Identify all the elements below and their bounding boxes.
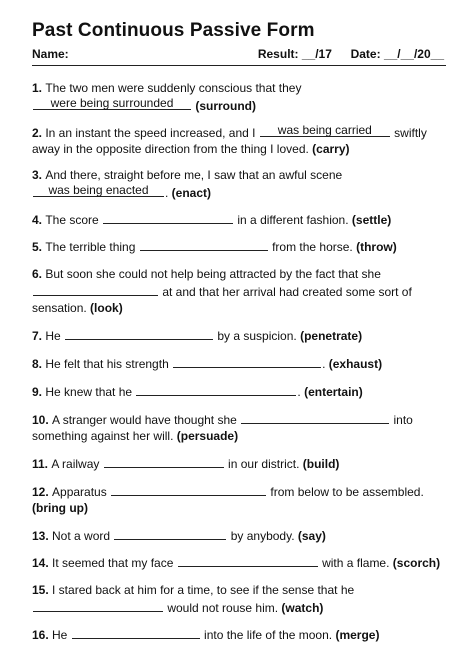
question-line xyxy=(32,625,379,643)
verb-hint: (build) xyxy=(302,457,340,471)
question-text: by anybody. xyxy=(227,529,298,543)
question-text: A stranger would have thought she xyxy=(52,413,241,427)
question-number: 9. xyxy=(32,385,46,399)
filled-answer: was being enacted xyxy=(48,183,149,197)
question-text: at and that her arrival had created some sort of xyxy=(159,285,412,299)
question-text: away in the opposite direction from the thing I loved. xyxy=(32,142,313,156)
question-1 xyxy=(32,80,301,114)
question-line xyxy=(32,454,339,472)
verb-hint: (throw) xyxy=(356,240,397,254)
question-line xyxy=(32,123,427,141)
question-number: 12. xyxy=(32,485,53,499)
question-number: 13. xyxy=(32,529,53,543)
answer-blank[interactable] xyxy=(72,625,200,639)
question-line xyxy=(32,553,440,571)
verb-hint: (surround) xyxy=(195,99,256,113)
date-label: Date: xyxy=(350,47,381,61)
question-12 xyxy=(32,482,424,516)
question-text: The terrible thing xyxy=(45,240,139,254)
question-text: The two men were suddenly conscious that they xyxy=(45,81,302,95)
question-line xyxy=(32,500,424,516)
verb-hint: (penetrate) xyxy=(300,329,363,343)
question-3 xyxy=(32,167,342,201)
answer-blank[interactable] xyxy=(33,96,191,110)
question-line xyxy=(32,382,363,400)
answer-blank[interactable] xyxy=(33,598,163,612)
result-value: __/17 xyxy=(301,47,332,61)
question-4 xyxy=(32,210,391,228)
question-line xyxy=(32,282,412,300)
answer-blank[interactable] xyxy=(136,382,296,396)
date-value: __/__/20__ xyxy=(383,47,444,61)
question-line xyxy=(32,237,397,255)
question-text: from below to be assembled. xyxy=(267,485,424,499)
question-line xyxy=(32,598,354,616)
question-6 xyxy=(32,266,412,316)
question-line xyxy=(32,410,413,428)
verb-hint: (merge) xyxy=(335,628,380,642)
question-line xyxy=(32,167,342,183)
question-13 xyxy=(32,526,326,544)
question-number: 3. xyxy=(32,168,46,182)
worksheet-title: Past Continuous Passive Form xyxy=(32,20,315,41)
name-label: Name: xyxy=(32,47,69,61)
question-text: would not rouse him. xyxy=(164,601,282,615)
question-line xyxy=(32,210,391,228)
question-number: 1. xyxy=(32,81,46,95)
question-16 xyxy=(32,625,379,643)
question-7 xyxy=(32,326,362,344)
question-line xyxy=(32,428,413,444)
question-number: 11. xyxy=(32,457,52,471)
question-text: He knew that he xyxy=(45,385,136,399)
question-10 xyxy=(32,410,413,444)
question-text: into xyxy=(390,413,413,427)
question-text: into the life of the moon. xyxy=(200,628,336,642)
question-number: 5. xyxy=(32,240,46,254)
question-line xyxy=(32,96,301,114)
question-number: 2. xyxy=(32,126,46,140)
question-text: He xyxy=(45,329,65,343)
question-line xyxy=(32,326,362,344)
question-text: from the horse. xyxy=(268,240,357,254)
verb-hint: (watch) xyxy=(281,601,324,615)
question-11 xyxy=(32,454,339,472)
question-text: sensation. xyxy=(32,301,91,315)
question-line xyxy=(32,482,424,500)
question-text: . xyxy=(165,186,172,200)
question-number: 16. xyxy=(32,628,53,642)
question-number: 8. xyxy=(32,357,46,371)
question-text: Not a word xyxy=(52,529,114,543)
question-15 xyxy=(32,582,354,616)
verb-hint: (exhaust) xyxy=(328,357,383,371)
question-text: And there, straight before me, I saw that an awful scene xyxy=(45,168,343,182)
question-text: A railway xyxy=(51,457,103,471)
question-text: something against her will. xyxy=(32,429,177,443)
question-text: . xyxy=(322,357,329,371)
question-text: The score xyxy=(45,213,103,227)
question-text: But soon she could not help being attracted by the fact that she xyxy=(45,267,381,281)
answer-blank[interactable] xyxy=(241,410,389,424)
question-9 xyxy=(32,382,363,400)
question-14 xyxy=(32,553,440,571)
result-date-group xyxy=(258,47,444,61)
question-number: 7. xyxy=(32,329,46,343)
filled-answer: were being surrounded xyxy=(50,96,174,110)
verb-hint: (bring up) xyxy=(32,501,88,515)
question-text: I stared back at him for a time, to see if the sense that he xyxy=(52,583,355,597)
question-line xyxy=(32,80,301,96)
answer-blank[interactable] xyxy=(65,326,213,340)
verb-hint: (carry) xyxy=(312,142,350,156)
question-text: in a different fashion. xyxy=(234,213,352,227)
question-line xyxy=(32,183,342,201)
question-number: 10. xyxy=(32,413,53,427)
question-text: In an instant the speed increased, and I xyxy=(45,126,259,140)
result-label: Result: xyxy=(257,47,299,61)
question-line xyxy=(32,526,326,544)
answer-blank[interactable] xyxy=(33,183,164,197)
answer-blank[interactable] xyxy=(140,237,268,251)
answer-blank[interactable] xyxy=(111,482,266,496)
question-text: . xyxy=(297,385,305,399)
verb-hint: (say) xyxy=(297,529,326,543)
header-divider xyxy=(32,65,446,66)
answer-blank[interactable] xyxy=(33,282,158,296)
question-8 xyxy=(32,354,382,372)
question-text: He felt that his strength xyxy=(45,357,173,371)
verb-hint: (enact) xyxy=(171,186,212,200)
question-number: 15. xyxy=(32,583,53,597)
question-number: 6. xyxy=(32,267,46,281)
question-text: by a suspicion. xyxy=(214,329,301,343)
question-text: with a flame. xyxy=(318,556,393,570)
verb-hint: (look) xyxy=(90,301,123,315)
question-line xyxy=(32,354,382,372)
verb-hint: (entertain) xyxy=(304,385,363,399)
question-text: It seemed that my face xyxy=(52,556,177,570)
question-line xyxy=(32,266,412,282)
verb-hint: (persuade) xyxy=(176,429,239,443)
question-line xyxy=(32,582,354,598)
verb-hint: (settle) xyxy=(351,213,392,227)
question-5 xyxy=(32,237,397,255)
question-text: Apparatus xyxy=(52,485,111,499)
question-text: in our district. xyxy=(224,457,303,471)
question-2 xyxy=(32,123,427,157)
verb-hint: (scorch) xyxy=(392,556,441,570)
answer-blank[interactable] xyxy=(114,526,226,540)
answer-blank[interactable] xyxy=(178,553,318,567)
question-text: He xyxy=(52,628,71,642)
question-line xyxy=(32,300,412,316)
answer-blank[interactable] xyxy=(260,123,390,137)
answer-blank[interactable] xyxy=(104,454,224,468)
answer-blank[interactable] xyxy=(173,354,321,368)
question-number: 14. xyxy=(32,556,53,570)
question-text: swiftly xyxy=(390,126,427,140)
answer-blank[interactable] xyxy=(103,210,233,224)
question-number: 4. xyxy=(32,213,46,227)
question-line xyxy=(32,141,427,157)
filled-answer: was being carried xyxy=(277,123,372,137)
